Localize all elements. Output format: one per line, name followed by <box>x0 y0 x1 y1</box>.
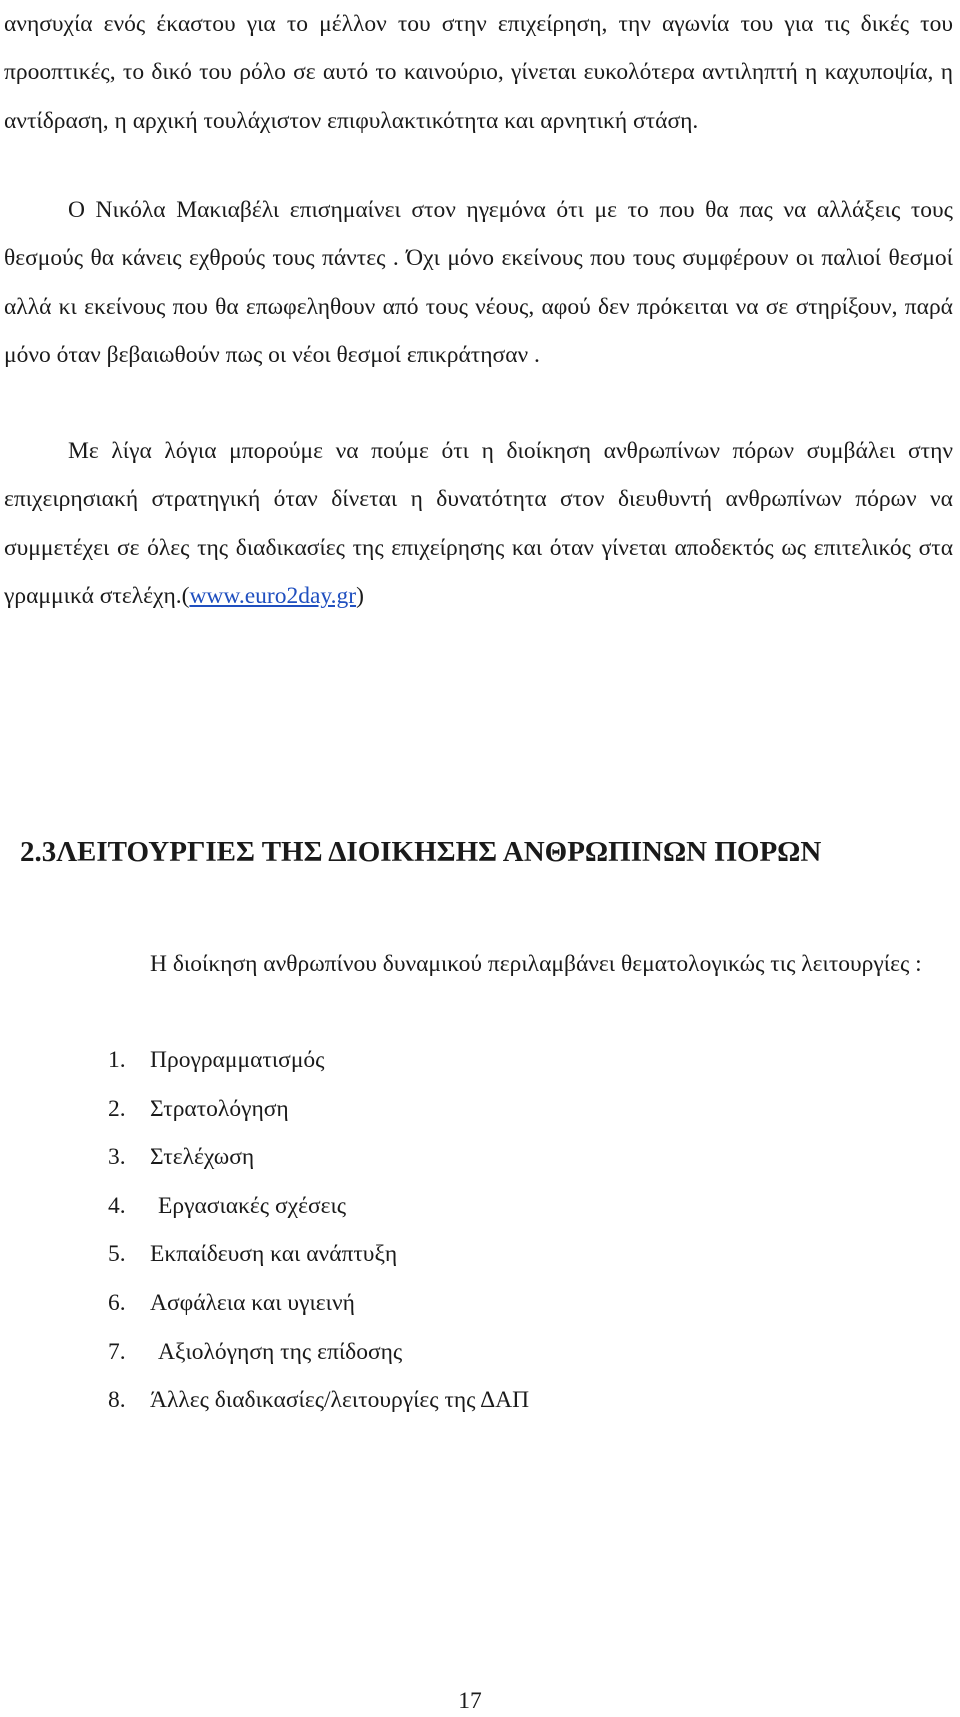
source-link[interactable]: www.euro2day.gr <box>189 583 357 610</box>
list-item-number: 8. <box>108 1387 126 1414</box>
section-heading: 2.3ΛΕΙΤΟΥΡΓΙΕΣ ΤΗΣ ΔΙΟΙΚΗΣΗΣ ΑΝΘΡΩΠΙΝΩΝ ΠΟΡΩΝ <box>20 836 822 868</box>
list-item-number: 5. <box>108 1241 126 1268</box>
paragraph-hr-strategy <box>4 427 953 621</box>
list-item-number: 3. <box>108 1144 126 1171</box>
paragraph-machiavelli: Ο Νικόλα Μακιαβέλι επισημαίνει στον ηγεμόνα ότι με το που θα πας να αλλάξεις τους θεσμούς θα κάνεις εχθρούς τους πάντες . Όχι μόνο εκείνους που τους συμφέρουν οι παλιοί θεσμοί αλλά κι εκείνους που θα επωφεληθουν από τους νέους, αφού δεν πρόκειται να σε στηρίξουν, παρά μόνο όταν βεβαιωθούν πως οι νέοι θεσμοί επικράτησαν . <box>4 197 953 369</box>
list-item-number: 2. <box>108 1095 126 1122</box>
page-number: 17 <box>458 1688 482 1714</box>
list-item-number: 4. <box>108 1192 126 1219</box>
section-intro: Η διοίκηση ανθρωπίνου δυναμικού περιλαμβάνει θεματολογικώς τις λειτουργίες : <box>150 951 922 977</box>
list-item-label: Εκπαίδευση και ανάπτυξη <box>150 1241 398 1268</box>
list-item-number: 6. <box>108 1289 126 1316</box>
list-item-label: Προγραμματισμός <box>150 1047 325 1073</box>
list-item-label: Άλλες διαδικασίες/λειτουργίες της ΔΑΠ <box>150 1387 530 1414</box>
list-item-number: 1. <box>108 1047 126 1073</box>
paragraph-hr-strategy-end: ) <box>356 583 364 610</box>
paragraph-concerns: ανησυχία ενός έκαστου για το μέλλον του στην επιχείρηση, την αγωνία του για τις δικές του προοπτικές, το δικό του ρόλο σε αυτό το καινούριο, γίνεται ευκολότερα αντιληπτή η καχυποψία, η αντίδραση, η αρχική τουλάχιστον επιφυλακτικότητα και αρνητική στάση. <box>4 11 953 134</box>
list-item-label: Εργασιακές σχέσεις <box>158 1192 347 1219</box>
list-item-label: Αξιολόγηση της επίδοσης <box>158 1338 403 1365</box>
list-item-label: Ασφάλεια και υγιεινή <box>150 1289 355 1316</box>
list-item-number: 7. <box>108 1338 126 1365</box>
list-item-label: Στρατολόγηση <box>150 1095 289 1122</box>
list-item-label: Στελέχωση <box>150 1144 255 1171</box>
paragraph-hr-strategy-text: Με λίγα λόγια μπορούμε να πούμε ότι η διοίκηση ανθρωπίνων πόρων συμβάλει στην επιχειρησιακή στρατηγική όταν δίνεται η δυνατότητα στον διευθυντή ανθρωπίνων πόρων να συμμετέχει σε όλες της διαδικασίες της επιχείρησης και όταν γίνεται αποδεκτός ως επιτελικός στα γραμμικά στελέχη.( <box>4 438 953 610</box>
